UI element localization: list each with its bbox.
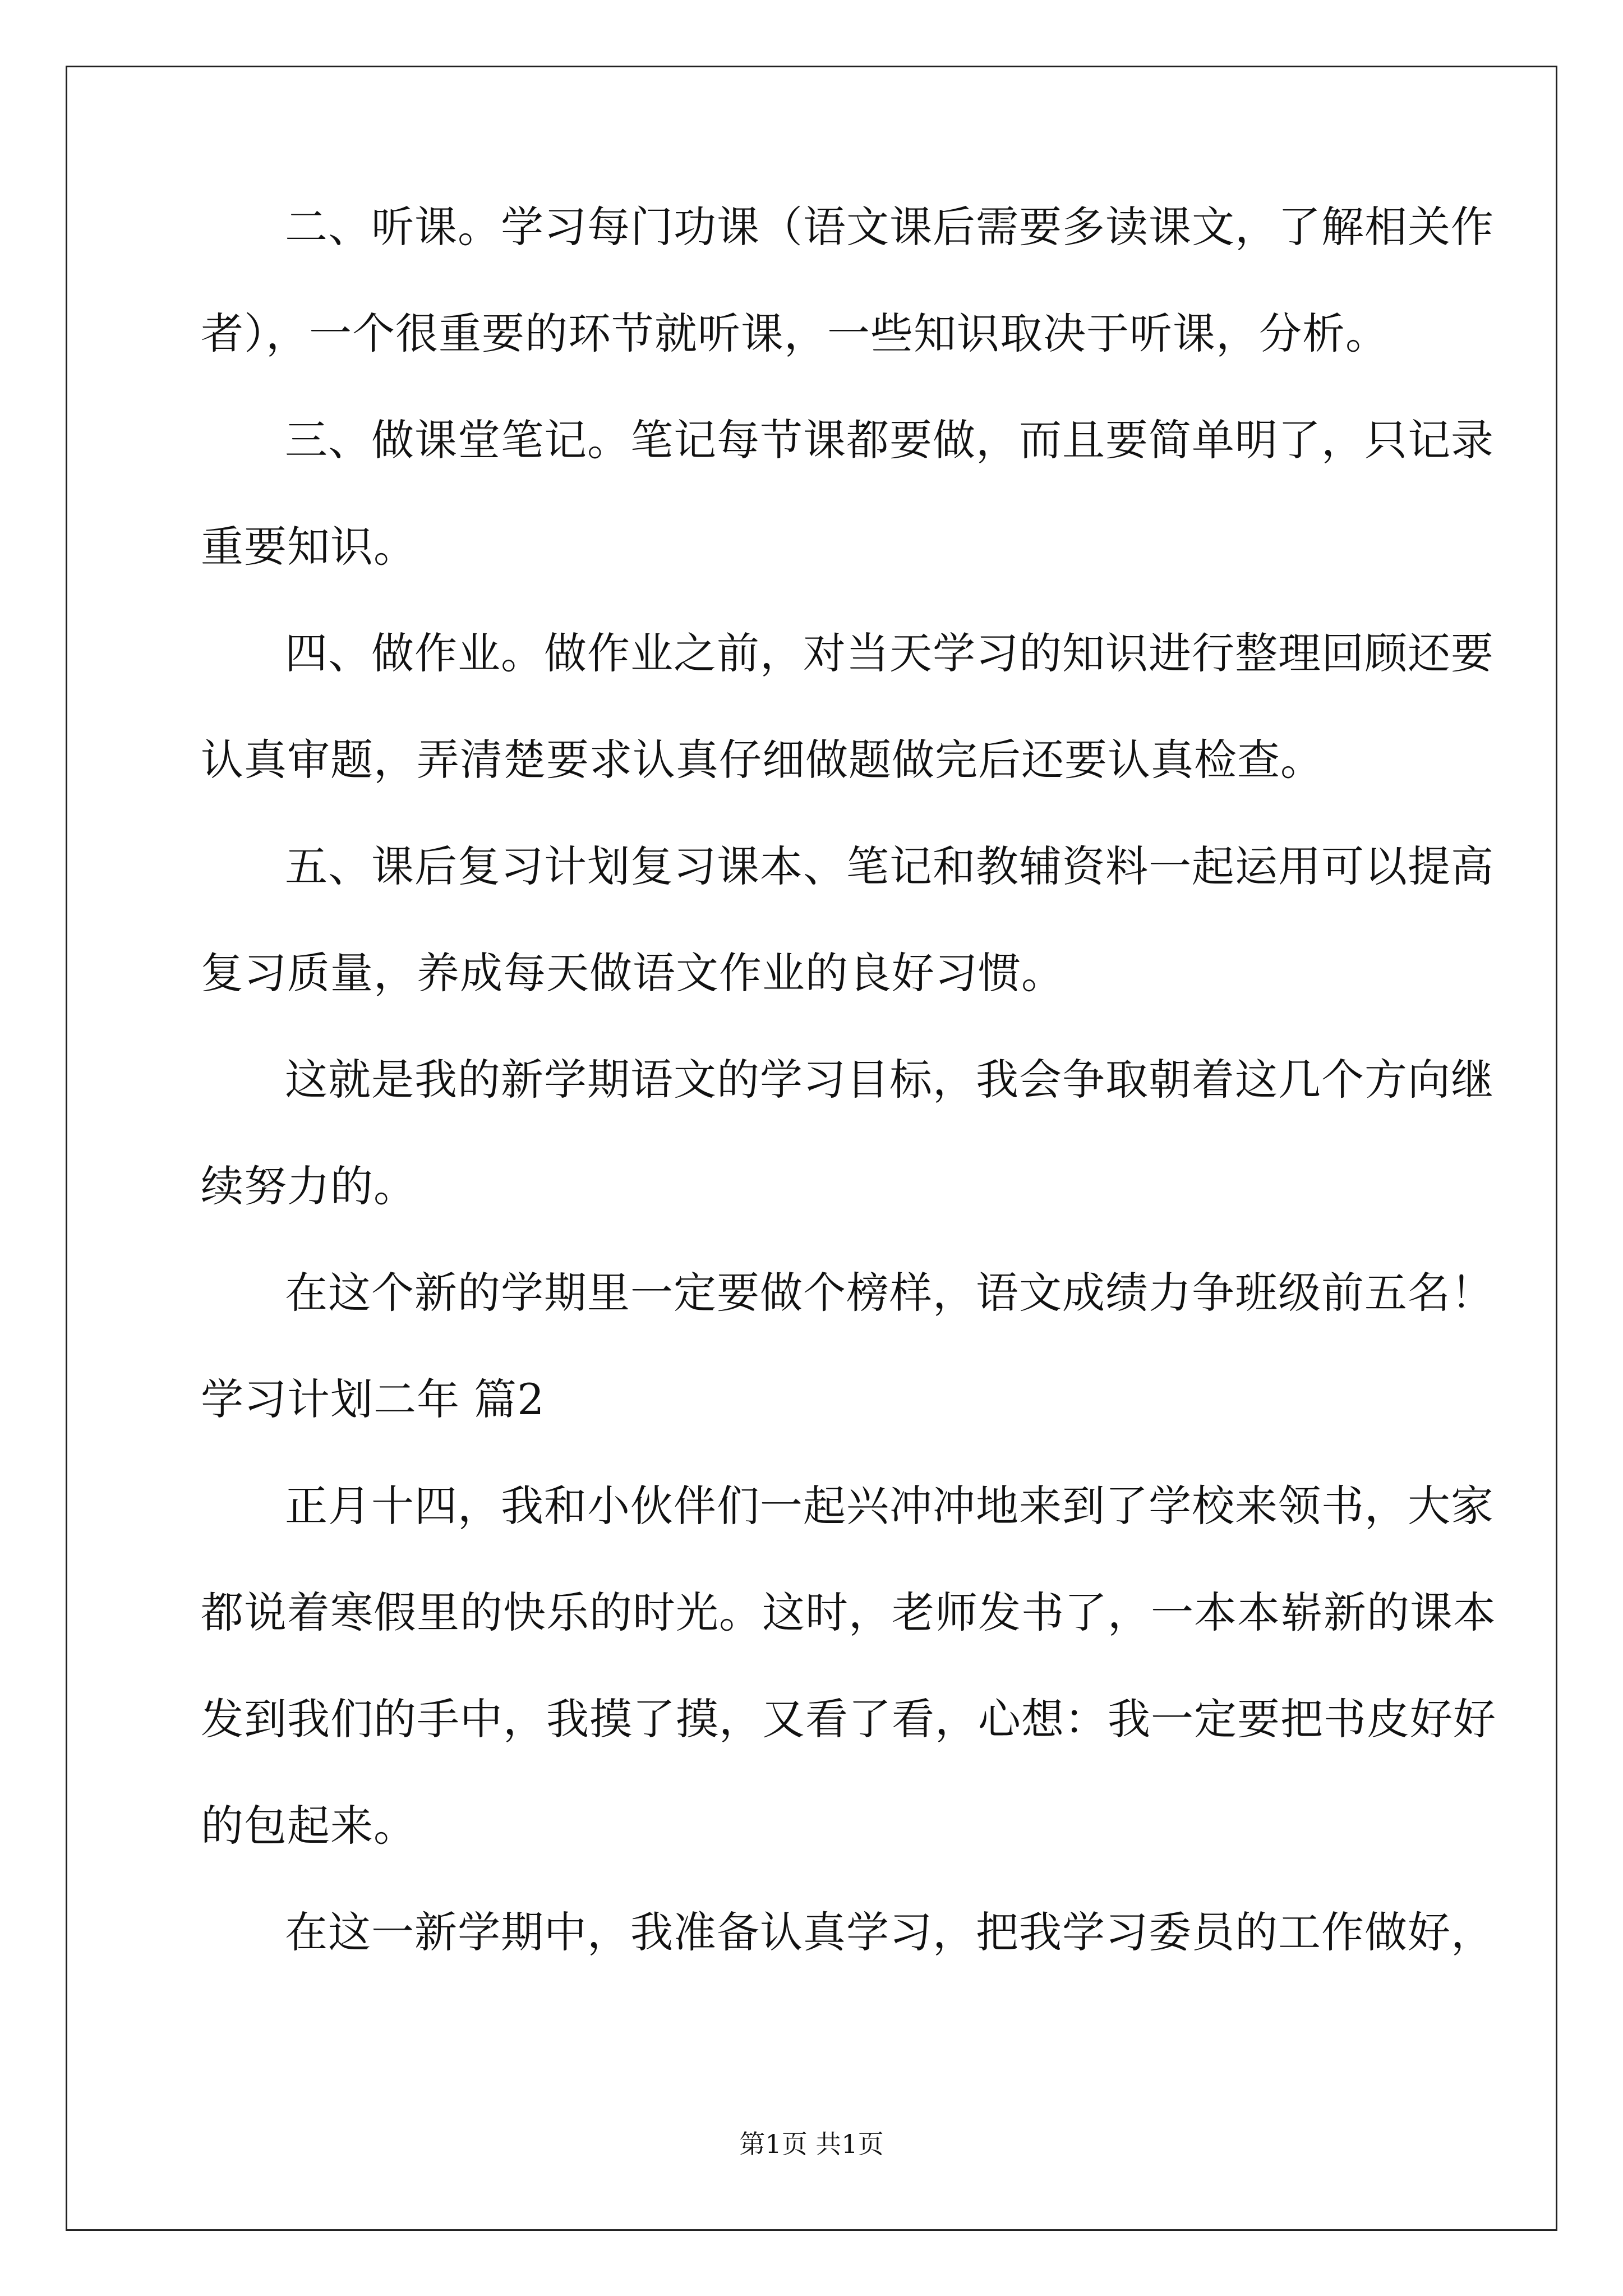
paragraph-line: 的包起来。 [201,1801,417,1851]
paragraph-line: 重要知识。 [201,522,417,572]
paragraph-line: 正月十四，我和小伙伴们一起兴冲冲地来到了学校来领书，大家 [285,1481,1494,1531]
paragraph-line: 发到我们的手中，我摸了摸，又看了看，心想：我一定要把书皮好好 [201,1694,1496,1744]
paragraph-line: 复习质量，养成每天做语文作业的良好习惯。 [201,948,1064,998]
paragraph-line: 者），一个很重要的环节就听课，一些知识取决于听课，分析。 [201,309,1389,358]
paragraph-line: 续努力的。 [201,1161,417,1211]
paragraph-line: 这就是我的新学期语文的学习目标，我会争取朝着这几个方向继 [285,1055,1494,1105]
section-heading: 学习计划二年 篇2 [201,1374,545,1424]
paragraph-line: 认真审题，弄清楚要求认真仔细做题做完后还要认真检查。 [201,735,1324,785]
paragraph-line: 三、做课堂笔记。笔记每节课都要做，而且要简单明了，只记录 [285,415,1494,465]
page-footer: 第1页 共1页 [739,2129,884,2159]
paragraph-line: 二、听课。学习每门功课（语文课后需要多读课文，了解相关作 [285,202,1494,252]
paragraph-line: 四、做作业。做作业之前，对当天学习的知识进行整理回顾还要 [285,628,1494,678]
paragraph-line: 在这个新的学期里一定要做个榜样，语文成绩力争班级前五名！ [285,1268,1494,1318]
paragraph-line: 都说着寒假里的快乐的时光。这时，老师发书了，一本本崭新的课本 [201,1588,1496,1637]
paragraph-line: 五、课后复习计划复习课本、笔记和教辅资料一起运用可以提高 [285,841,1494,891]
paragraph-line: 在这一新学期中，我准备认真学习，把我学习委员的工作做好， [285,1907,1494,1957]
